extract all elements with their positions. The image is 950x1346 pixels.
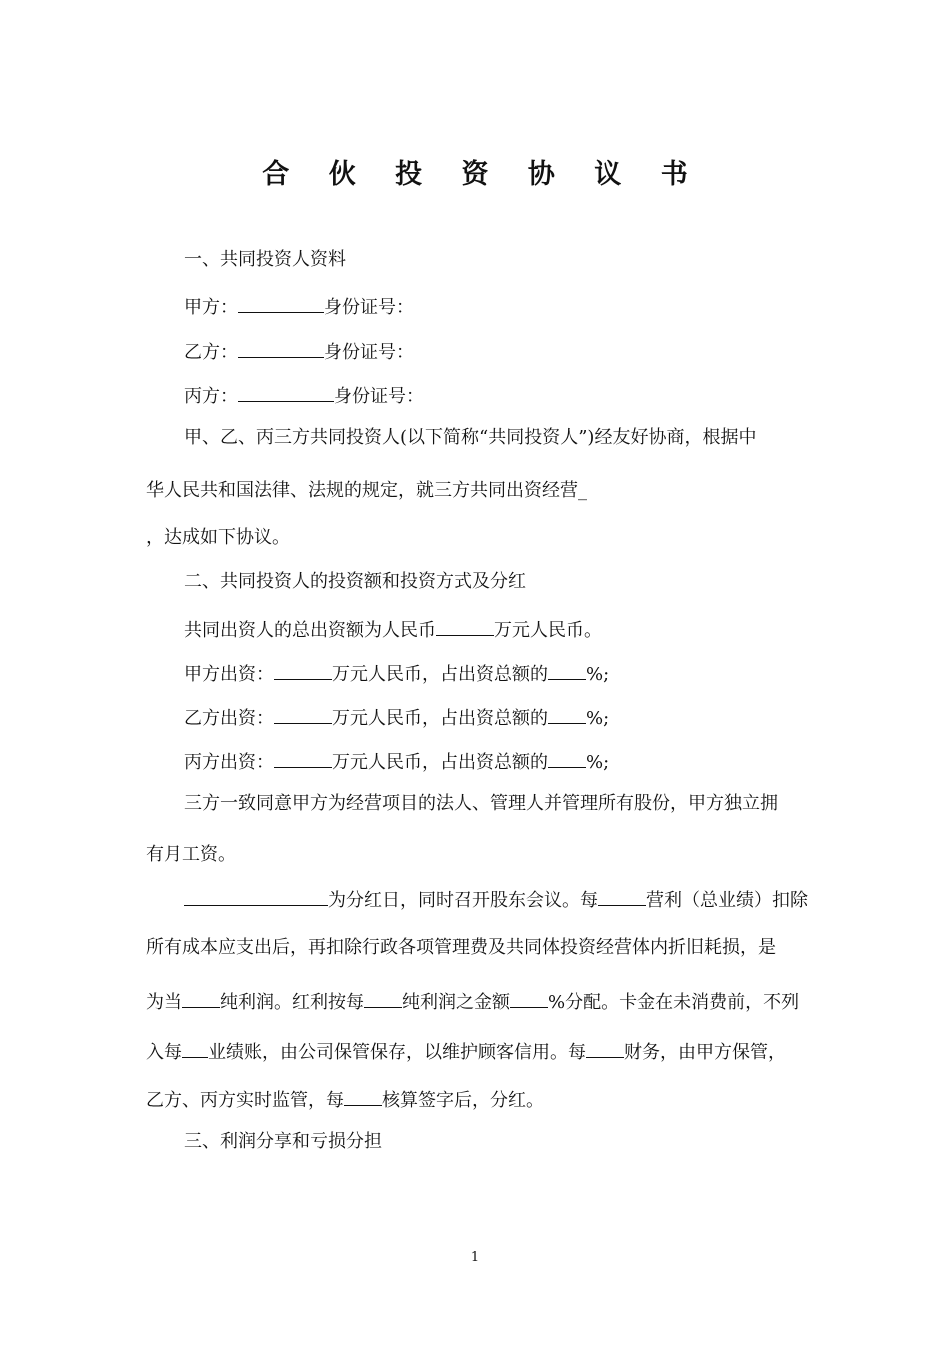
dividend-line-4: 入每 业绩账，由公司保管保存，以维护顾客信用。每 财务，由甲方保管，: [146, 1037, 786, 1065]
party-c-percent-blank[interactable]: [548, 747, 586, 768]
party-b-amount-blank[interactable]: [274, 703, 332, 724]
period-blank-3[interactable]: [364, 987, 402, 1008]
dividend-line-3: 为当 纯利润。红利按每 纯利润之金额 %分配。卡金在未消费前，不列: [146, 987, 799, 1015]
party-a-percent-blank[interactable]: [548, 659, 586, 680]
period-blank-5[interactable]: [586, 1037, 624, 1058]
section-2-heading: 二、共同投资人的投资额和投资方式及分红: [184, 571, 526, 592]
dividend-date-blank[interactable]: [184, 885, 328, 906]
party-b-percent-blank[interactable]: [548, 703, 586, 724]
dividend-line-2: 所有成本应支出后，再扣除行政各项管理费及共同体投资经营体内折旧耗损，是: [146, 937, 776, 958]
dividend-line-1: 为分红日，同时召开股东会议。每 营利（总业绩）扣除: [184, 885, 808, 913]
section-3-heading: 三、利润分享和亏损分担: [184, 1131, 382, 1152]
section-1-heading: 一、共同投资人资料: [184, 249, 346, 270]
party-a-investment-row: 甲方出资： 万元人民币，占出资总额的 %;: [184, 659, 609, 687]
intro-line-2: 华人民共和国法律、法规的规定，就三方共同出资经营_: [146, 480, 587, 501]
dividend-line-5: 乙方、丙方实时监管，每 核算签字后，分红。: [146, 1085, 544, 1113]
party-a-name-blank[interactable]: [238, 292, 324, 313]
party-c-row: 丙方： 身份证号：: [184, 381, 424, 409]
period-blank-1[interactable]: [598, 885, 646, 906]
party-a-amount-blank[interactable]: [274, 659, 332, 680]
party-a-row: 甲方： 身份证号：: [184, 292, 414, 320]
party-b-investment-row: 乙方出资： 万元人民币，占出资总额的 %;: [184, 703, 609, 731]
party-b-row: 乙方： 身份证号：: [184, 337, 414, 365]
total-investment-row: 共同出资人的总出资额为人民币 万元人民币。: [184, 615, 602, 643]
dividend-percent-blank[interactable]: [510, 987, 548, 1008]
intro-line-1: 甲、乙、丙三方共同投资人(以下简称“共同投资人”)经友好协商，根据中: [184, 427, 757, 448]
total-amount-blank[interactable]: [436, 615, 494, 636]
page-number: 1: [470, 1250, 480, 1265]
period-blank-2[interactable]: [182, 987, 220, 1008]
party-c-investment-row: 丙方出资： 万元人民币，占出资总额的 %;: [184, 747, 609, 775]
intro-line-3: ，达成如下协议。: [146, 527, 290, 548]
period-blank-4[interactable]: [182, 1037, 208, 1058]
document-title: 合 伙 投 资 协 议 书: [262, 159, 703, 190]
manager-line-2: 有月工资。: [146, 844, 236, 865]
party-b-name-blank[interactable]: [238, 337, 324, 358]
manager-line-1: 三方一致同意甲方为经营项目的法人、管理人并管理所有股份，甲方独立拥: [184, 793, 778, 814]
period-blank-6[interactable]: [344, 1085, 382, 1106]
party-c-name-blank[interactable]: [238, 381, 334, 402]
party-c-amount-blank[interactable]: [274, 747, 332, 768]
